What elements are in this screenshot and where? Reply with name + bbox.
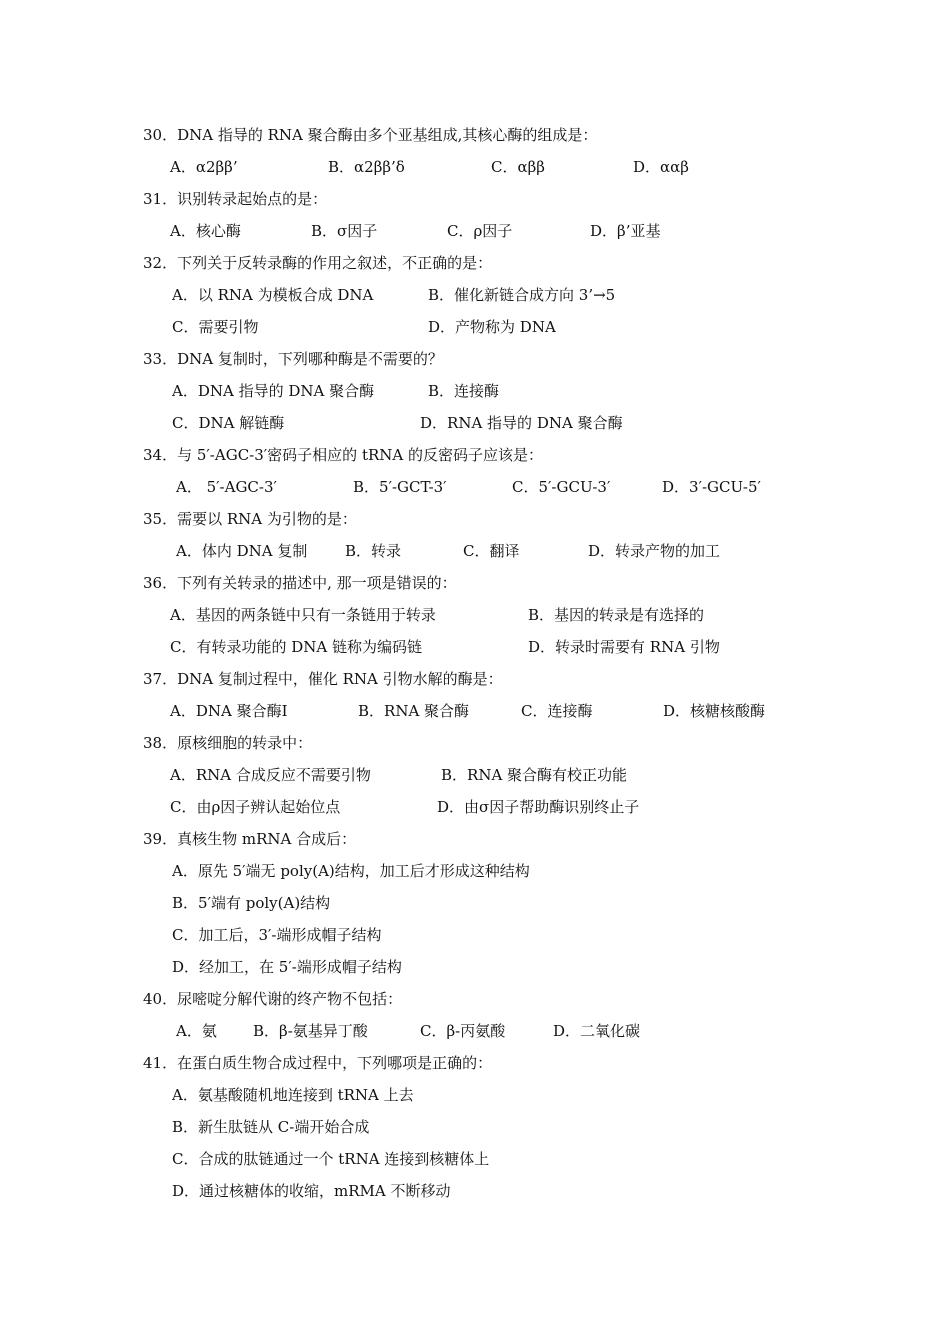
question-40-option-d: D．二氧化碳: [553, 1022, 641, 1040]
question-41-option-a: A．氨基酸随机地连接到 tRNA 上去: [172, 1086, 414, 1104]
question-32-option-c: C．需要引物: [172, 318, 259, 336]
question-34-option-d: D．3′-GCU-5′: [662, 478, 761, 496]
question-39-option-b: B．5′端有 poly(A)结构: [172, 894, 331, 912]
question-39-option-c: C．加工后，3′-端形成帽子结构: [172, 926, 382, 944]
question-37-stem: 37．DNA 复制过程中，催化 RNA 引物水解的酶是：: [143, 670, 503, 688]
question-38-option-b: B．RNA 聚合酶有校正功能: [441, 766, 628, 784]
question-40-option-c: C．β-丙氨酸: [420, 1022, 506, 1040]
question-32-option-d: D．产物称为 DNA: [428, 318, 556, 336]
question-41-option-d: D．通过核糖体的收缩，mRMA 不断移动: [172, 1182, 451, 1200]
question-34-option-c: C．5′-GCU-3′: [512, 478, 611, 496]
question-33-option-d: D．RNA 指导的 DNA 聚合酶: [420, 414, 623, 432]
question-30-option-a: A．α2ββ’: [170, 158, 238, 176]
question-36-option-b: B．基因的转录是有选择的: [528, 606, 705, 624]
question-36-stem: 36．下列有关转录的描述中, 那一项是错误的：: [143, 574, 457, 592]
question-40-option-b: B．β-氨基异丁酸: [253, 1022, 368, 1040]
question-35-stem: 35．需要以 RNA 为引物的是：: [143, 510, 357, 528]
question-40-option-a: A．氨: [176, 1022, 217, 1040]
question-38-option-a: A．RNA 合成反应不需要引物: [170, 766, 371, 784]
question-36-option-c: C．有转录功能的 DNA 链称为编码链: [170, 638, 422, 656]
question-41-stem: 41．在蛋白质生物合成过程中，下列哪项是正确的：: [143, 1054, 493, 1072]
question-34-option-a: A． 5′-AGC-3′: [176, 478, 277, 496]
question-35-option-d: D．转录产物的加工: [588, 542, 721, 560]
question-37-option-c: C．连接酶: [521, 702, 593, 720]
question-30-stem: 30．DNA 指导的 RNA 聚合酶由多个亚基组成,其核心酶的组成是：: [143, 126, 598, 144]
question-38-option-d: D．由σ因子帮助酶识别终止子: [437, 798, 640, 816]
question-35-option-b: B．转录: [345, 542, 402, 560]
question-31-option-b: B．σ因子: [311, 222, 378, 240]
question-38-stem: 38．原核细胞的转录中：: [143, 734, 313, 752]
question-37-option-d: D．核糖核酸酶: [663, 702, 766, 720]
question-32-stem: 32．下列关于反转录酶的作用之叙述，不正确的是：: [143, 254, 493, 272]
question-30-option-b: B．α2ββ’δ: [328, 158, 405, 176]
question-39-option-d: D．经加工，在 5′-端形成帽子结构: [172, 958, 402, 976]
question-36-option-a: A．基因的两条链中只有一条链用于转录: [170, 606, 436, 624]
question-31-stem: 31．识别转录起始点的是：: [143, 190, 328, 208]
question-38-option-c: C．由ρ因子辨认起始位点: [170, 798, 341, 816]
question-40-stem: 40．尿嘧啶分解代谢的终产物不包括：: [143, 990, 403, 1008]
question-35-option-c: C．翻译: [463, 542, 520, 560]
question-34-option-b: B．5′-GCT-3′: [353, 478, 447, 496]
question-36-option-d: D．转录时需要有 RNA 引物: [528, 638, 720, 656]
question-41-option-b: B．新生肽链从 C-端开始合成: [172, 1118, 370, 1136]
question-34-stem: 34．与 5′-AGC-3′密码子相应的 tRNA 的反密码子应该是：: [143, 446, 543, 464]
question-41-option-c: C．合成的肽链通过一个 tRNA 连接到核糖体上: [172, 1150, 490, 1168]
question-31-option-c: C．ρ因子: [447, 222, 513, 240]
question-31-option-a: A．核心酶: [170, 222, 241, 240]
question-32-option-b: B．催化新链合成方向 3’→5: [428, 286, 616, 304]
question-39-option-a: A．原先 5′端无 poly(A)结构，加工后才形成这种结构: [172, 862, 530, 880]
question-37-option-a: A．DNA 聚合酶Ⅰ: [170, 702, 288, 720]
question-33-stem: 33．DNA 复制时，下列哪种酶是不需要的？: [143, 350, 443, 368]
question-31-option-d: D．β’亚基: [590, 222, 661, 240]
question-39-stem: 39．真核生物 mRNA 合成后：: [143, 830, 357, 848]
question-32-option-a: A．以 RNA 为模板合成 DNA: [172, 286, 374, 304]
question-33-option-b: B．连接酶: [428, 382, 500, 400]
question-30-option-c: C．αββ: [491, 158, 545, 176]
question-33-option-c: C．DNA 解链酶: [172, 414, 285, 432]
question-37-option-b: B．RNA 聚合酶: [358, 702, 470, 720]
question-35-option-a: A．体内 DNA 复制: [176, 542, 308, 560]
question-33-option-a: A．DNA 指导的 DNA 聚合酶: [172, 382, 375, 400]
question-30-option-d: D．ααβ: [633, 158, 689, 176]
